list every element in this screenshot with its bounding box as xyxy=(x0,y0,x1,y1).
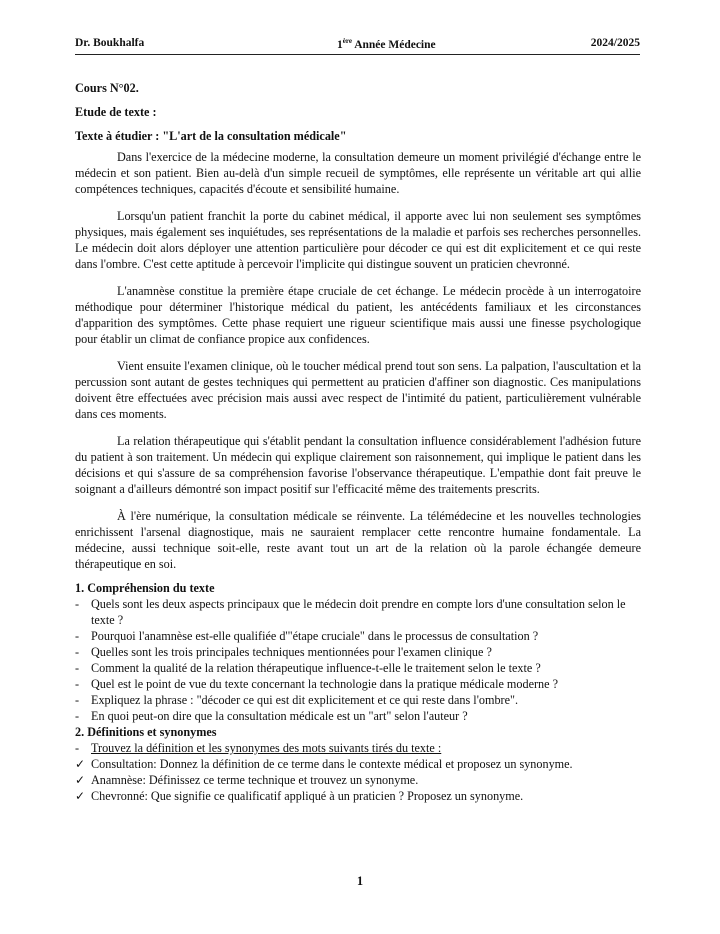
checkmark-icon: ✓ xyxy=(75,789,86,803)
page-content xyxy=(75,80,641,804)
list-item xyxy=(75,596,641,628)
dash-bullet: - xyxy=(75,741,80,755)
academic-year: 2024/2025 xyxy=(590,37,640,49)
comprehension-questions xyxy=(75,596,641,724)
paragraph: Vient ensuite l'examen clinique, où le toucher médical prend tout son sens. La palpation, l'auscultation et la percussion sont autant de gestes techniques qui permettent au praticien d'affiner son diagnostic. Ces manipulations doivent être effectuées avec précision mais aussi avec respect de l'intimité du patient, particulièrement vulnérable dans ces moments. xyxy=(75,359,641,421)
dash-bullet: - xyxy=(75,677,80,691)
definitions-instruction: Trouvez la définition et les synonymes des mots suivants tirés du texte : xyxy=(91,741,442,755)
section-comprehension-title: 1. Compréhension du texte xyxy=(75,581,215,595)
page-header xyxy=(75,37,640,53)
question-text: Comment la qualité de la relation thérapeutique influence-t-elle le traitement selon le texte ? xyxy=(91,661,541,675)
dash-bullet: - xyxy=(75,645,80,659)
dash-bullet: - xyxy=(75,693,80,707)
dash-bullet: - xyxy=(75,629,80,643)
text-title: Texte à étudier : "L'art de la consultation médicale" xyxy=(75,129,347,143)
author-name: Dr. Boukhalfa xyxy=(75,37,145,49)
list-item xyxy=(75,628,641,644)
paragraph: À l'ère numérique, la consultation médicale se réinvente. La télémédecine et les nouvelles technologies enrichissent l'arsenal diagnostique, mais ne sauraient remplacer cette rencontre humaine fondamentale. La médecine, aussi technique soit-elle, reste avant tout un art de la relation où la parole échangée demeure thérapeutique en soi. xyxy=(75,509,641,571)
year-superscript: ère xyxy=(342,37,352,45)
list-item xyxy=(75,692,641,708)
question-text: Pourquoi l'anamnèse est-elle qualifiée d'"étape cruciale" dans le processus de consultation ? xyxy=(91,629,539,643)
question-text: Quel est le point de vue du texte concernant la technologie dans la pratique médicale moderne ? xyxy=(91,677,559,691)
list-item xyxy=(75,708,641,724)
dash-bullet: - xyxy=(75,709,80,723)
definition-item: Consultation: Donnez la définition de ce terme dans le contexte médical et proposez un synonyme. xyxy=(91,757,573,771)
question-text: Quels sont les deux aspects principaux que le médecin doit prendre en compte lors d'une consultation selon le texte ? xyxy=(91,597,626,627)
question-text: En quoi peut-on dire que la consultation médicale est un "art" selon l'auteur ? xyxy=(91,709,468,723)
checkmark-icon: ✓ xyxy=(75,773,86,787)
paragraph: L'anamnèse constitue la première étape cruciale de cet échange. Le médecin procède à un interrogatoire méthodique pour déterminer l'historique médical du patient, les antécédents familiaux et les circonstances d'apparition des symptômes. Cette phase requiert une rigueur scientifique mais aussi une finesse psychologique pour établir un climat de confiance propice aux confidences. xyxy=(75,284,641,346)
definition-item: Chevronné: Que signifie ce qualificatif appliqué à un praticien ? Proposez un synonyme. xyxy=(91,789,524,803)
course-type: Etude de texte : xyxy=(75,105,157,119)
header-divider xyxy=(75,54,640,55)
question-text: Quelles sont les trois principales techniques mentionnées pour l'examen clinique ? xyxy=(91,645,492,659)
paragraph: Dans l'exercice de la médecine moderne, la consultation demeure un moment privilégié d'échange entre le médecin et son patient. Bien au-delà d'un simple recueil de symptômes, elle représente un véritable art qui allie compétences techniques, capacités d'écoute et sensibilité humaine. xyxy=(75,150,641,196)
list-item xyxy=(75,644,641,660)
list-item xyxy=(75,756,641,772)
year-suffix: Année Médecine xyxy=(351,39,436,51)
list-item xyxy=(75,660,641,676)
page-number: 1 xyxy=(356,874,364,888)
list-item xyxy=(75,772,641,788)
question-text: Expliquez la phrase : "décoder ce qui est dit explicitement et ce qui reste dans l'ombre". xyxy=(91,693,519,707)
course-number: Cours N°02. xyxy=(75,81,139,95)
section-definitions-title: 2. Définitions et synonymes xyxy=(75,725,217,739)
list-item xyxy=(75,740,641,756)
definitions-list xyxy=(75,740,641,804)
checkmark-icon: ✓ xyxy=(75,757,86,771)
dash-bullet: - xyxy=(75,597,80,611)
paragraph: Lorsqu'un patient franchit la porte du cabinet médical, il apporte avec lui non seulement ses symptômes physiques, mais également ses inquiétudes, ses représentations de la maladie et parfois ses recherches personnelles. Le médecin doit alors déployer une attention particulière pour décoder ce qui est dit explicitement et ce qui reste dans l'ombre. C'est cette aptitude à percevoir l'implicite qui distingue souvent un praticien chevronné. xyxy=(75,209,641,271)
dash-bullet: - xyxy=(75,661,80,675)
list-item xyxy=(75,676,641,692)
year-label xyxy=(337,37,436,51)
list-item xyxy=(75,788,641,804)
paragraph: La relation thérapeutique qui s'établit pendant la consultation influence considérablement l'adhésion future du patient à son traitement. Un médecin qui explique clairement son raisonnement, qui implique le patient dans les décisions et qui s'assure de sa compréhension favorise l'observance thérapeutique. L'empathie dont fait preuve le soignant a d'ailleurs démontré son impact positif sur l'efficacité même des traitements prescrits. xyxy=(75,434,641,496)
definition-item: Anamnèse: Définissez ce terme technique et trouvez un synonyme. xyxy=(91,773,419,787)
year-prefix: 1 xyxy=(337,39,343,51)
